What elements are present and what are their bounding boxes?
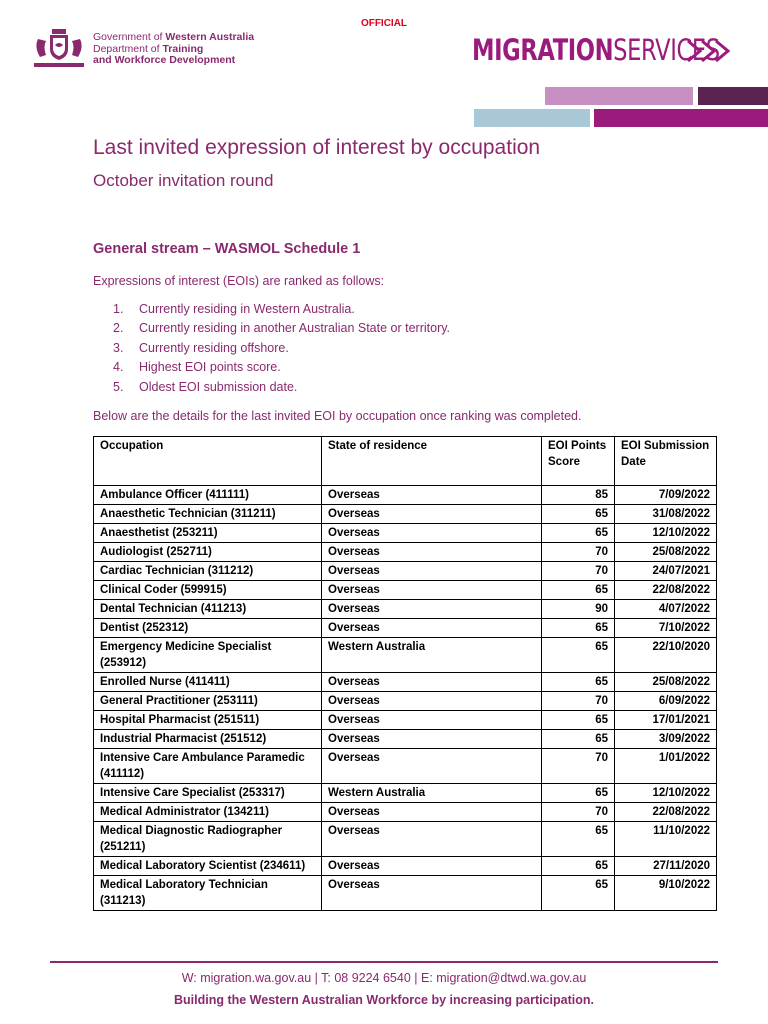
list-item bbox=[93, 378, 450, 397]
table-row bbox=[94, 692, 717, 711]
cell-occupation: Dentist (252312) bbox=[94, 619, 322, 638]
cell-points: 65 bbox=[542, 730, 615, 749]
table-row bbox=[94, 803, 717, 822]
list-text: Currently residing in Western Australia. bbox=[139, 302, 355, 316]
cell-points: 70 bbox=[542, 543, 615, 562]
section-heading: General stream – WASMOL Schedule 1 bbox=[93, 241, 361, 257]
list-item bbox=[93, 300, 450, 319]
cell-points: 65 bbox=[542, 876, 615, 911]
cell-points: 70 bbox=[542, 692, 615, 711]
cell-occupation: Dental Technician (411213) bbox=[94, 600, 322, 619]
cell-date: 22/08/2022 bbox=[615, 803, 717, 822]
list-item bbox=[93, 339, 450, 358]
cell-date: 6/09/2022 bbox=[615, 692, 717, 711]
cell-date: 3/09/2022 bbox=[615, 730, 717, 749]
cell-occupation: Industrial Pharmacist (251512) bbox=[94, 730, 322, 749]
cell-state: Western Australia bbox=[322, 784, 542, 803]
cell-occupation: Medical Laboratory Technician (311213) bbox=[94, 876, 322, 911]
cell-occupation: Emergency Medicine Specialist (253912) bbox=[94, 638, 322, 673]
list-text: Oldest EOI submission date. bbox=[139, 379, 298, 394]
government-logo-text bbox=[93, 32, 254, 67]
cell-occupation: Anaesthetic Technician (311211) bbox=[94, 505, 322, 524]
cell-points: 65 bbox=[542, 784, 615, 803]
wa-coat-of-arms-icon bbox=[30, 27, 88, 71]
cell-date: 25/08/2022 bbox=[615, 673, 717, 692]
list-number: 5. bbox=[113, 379, 124, 394]
page-title: Last invited expression of interest by occupation bbox=[93, 136, 541, 159]
migration-services-wordmark bbox=[472, 32, 720, 68]
table-header-row bbox=[94, 437, 717, 486]
cell-date: 17/01/2021 bbox=[615, 711, 717, 730]
cell-occupation: Clinical Coder (599915) bbox=[94, 581, 322, 600]
cell-points: 65 bbox=[542, 822, 615, 857]
cell-state: Overseas bbox=[322, 822, 542, 857]
list-item bbox=[93, 319, 450, 338]
cell-date: 12/10/2022 bbox=[615, 524, 717, 543]
cell-points: 90 bbox=[542, 600, 615, 619]
cell-state: Overseas bbox=[322, 600, 542, 619]
cell-state: Overseas bbox=[322, 581, 542, 600]
logo-part-migration: MIGRATION bbox=[472, 33, 614, 67]
table-row bbox=[94, 581, 717, 600]
table-row bbox=[94, 857, 717, 876]
table-row bbox=[94, 876, 717, 911]
cell-points: 65 bbox=[542, 673, 615, 692]
footer-tagline: Building the Western Australian Workforce by increasing participation. bbox=[174, 993, 594, 1007]
list-text: Currently residing in another Australian State or territory. bbox=[139, 321, 451, 336]
cell-occupation: Ambulance Officer (411111) bbox=[94, 486, 322, 505]
classification-label: OFFICIAL bbox=[360, 18, 408, 29]
cell-state: Overseas bbox=[322, 749, 542, 784]
cell-points: 70 bbox=[542, 803, 615, 822]
header-state: State of residence bbox=[322, 437, 542, 486]
cell-occupation: General Practitioner (253111) bbox=[94, 692, 322, 711]
cell-date: 7/09/2022 bbox=[615, 486, 717, 505]
gov-line3: and Workforce Development bbox=[93, 54, 236, 66]
list-number: 2. bbox=[113, 321, 124, 336]
decorative-bar-blue bbox=[474, 109, 590, 127]
table-row bbox=[94, 711, 717, 730]
cell-date: 24/07/2021 bbox=[615, 562, 717, 581]
cell-date: 22/08/2022 bbox=[615, 581, 717, 600]
cell-state: Overseas bbox=[322, 673, 542, 692]
table-row bbox=[94, 524, 717, 543]
ranking-intro: Expressions of interest (EOIs) are ranked as follows: bbox=[93, 274, 385, 288]
list-text: Currently residing offshore. bbox=[139, 340, 289, 355]
list-number: 4. bbox=[113, 360, 124, 375]
cell-date: 1/01/2022 bbox=[615, 749, 717, 784]
decorative-bar-dark bbox=[698, 87, 768, 105]
footer-contact: W: migration.wa.gov.au | T: 08 9224 6540 | E: migration@dtwd.wa.gov.au bbox=[181, 971, 587, 985]
ranking-list bbox=[93, 300, 450, 397]
list-number: 3. bbox=[113, 340, 124, 355]
cell-date: 4/07/2022 bbox=[615, 600, 717, 619]
cell-state: Overseas bbox=[322, 562, 542, 581]
cell-occupation: Enrolled Nurse (411411) bbox=[94, 673, 322, 692]
cell-points: 65 bbox=[542, 857, 615, 876]
table-row bbox=[94, 822, 717, 857]
cell-points: 70 bbox=[542, 562, 615, 581]
cell-state: Overseas bbox=[322, 524, 542, 543]
cell-date: 25/08/2022 bbox=[615, 543, 717, 562]
cell-date: 27/11/2020 bbox=[615, 857, 717, 876]
cell-occupation: Cardiac Technician (311212) bbox=[94, 562, 322, 581]
government-logo bbox=[30, 27, 290, 71]
cell-occupation: Medical Laboratory Scientist (234611) bbox=[94, 857, 322, 876]
table-row bbox=[94, 543, 717, 562]
cell-state: Overseas bbox=[322, 486, 542, 505]
gov-line1-bold: Western Australia bbox=[165, 31, 255, 43]
cell-points: 65 bbox=[542, 711, 615, 730]
cell-date: 12/10/2022 bbox=[615, 784, 717, 803]
cell-occupation: Intensive Care Specialist (253317) bbox=[94, 784, 322, 803]
cell-points: 65 bbox=[542, 619, 615, 638]
decorative-bar-pink bbox=[545, 87, 693, 105]
cell-state: Western Australia bbox=[322, 638, 542, 673]
header-occupation: Occupation bbox=[94, 437, 322, 486]
table-row bbox=[94, 638, 717, 673]
list-number: 1. bbox=[113, 302, 124, 316]
cell-occupation: Hospital Pharmacist (251511) bbox=[94, 711, 322, 730]
cell-date: 9/10/2022 bbox=[615, 876, 717, 911]
logo-part-services: SERVICES bbox=[613, 33, 720, 67]
table-row bbox=[94, 673, 717, 692]
table-row bbox=[94, 749, 717, 784]
gov-line1-prefix: Government of bbox=[93, 31, 166, 43]
cell-state: Overseas bbox=[322, 543, 542, 562]
cell-points: 65 bbox=[542, 638, 615, 673]
cell-occupation: Medical Administrator (134211) bbox=[94, 803, 322, 822]
decorative-bar-magenta bbox=[594, 109, 768, 127]
cell-points: 65 bbox=[542, 524, 615, 543]
cell-state: Overseas bbox=[322, 505, 542, 524]
page-subtitle: October invitation round bbox=[93, 171, 274, 190]
cell-occupation: Anaesthetist (253211) bbox=[94, 524, 322, 543]
cell-state: Overseas bbox=[322, 730, 542, 749]
cell-occupation: Intensive Care Ambulance Paramedic (411112) bbox=[94, 749, 322, 784]
header-date: EOI Submission Date bbox=[615, 437, 717, 486]
details-intro: Below are the details for the last invited EOI by occupation once ranking was completed. bbox=[93, 409, 582, 423]
cell-date: 7/10/2022 bbox=[615, 619, 717, 638]
cell-state: Overseas bbox=[322, 803, 542, 822]
cell-points: 85 bbox=[542, 486, 615, 505]
cell-occupation: Audiologist (252711) bbox=[94, 543, 322, 562]
cell-date: 11/10/2022 bbox=[615, 822, 717, 857]
header-points: EOI Points Score bbox=[542, 437, 615, 486]
table-body bbox=[94, 486, 717, 911]
table-row bbox=[94, 486, 717, 505]
migration-services-logo bbox=[472, 32, 742, 72]
cell-state: Overseas bbox=[322, 619, 542, 638]
gov-line2-prefix: Department of bbox=[93, 42, 163, 55]
table-row bbox=[94, 505, 717, 524]
gov-line2-bold: Training bbox=[162, 42, 204, 55]
list-item bbox=[93, 358, 450, 377]
cell-date: 31/08/2022 bbox=[615, 505, 717, 524]
eoi-table bbox=[93, 436, 717, 911]
cell-points: 70 bbox=[542, 749, 615, 784]
footer-divider bbox=[50, 961, 718, 963]
table-row bbox=[94, 784, 717, 803]
cell-points: 65 bbox=[542, 505, 615, 524]
list-text: Highest EOI points score. bbox=[139, 360, 281, 375]
cell-points: 65 bbox=[542, 581, 615, 600]
cell-state: Overseas bbox=[322, 857, 542, 876]
table-row bbox=[94, 619, 717, 638]
cell-state: Overseas bbox=[322, 711, 542, 730]
cell-occupation: Medical Diagnostic Radiographer (251211) bbox=[94, 822, 322, 857]
cell-state: Overseas bbox=[322, 692, 542, 711]
table-row bbox=[94, 730, 717, 749]
cell-date: 22/10/2020 bbox=[615, 638, 717, 673]
table-row bbox=[94, 600, 717, 619]
table-row bbox=[94, 562, 717, 581]
cell-state: Overseas bbox=[322, 876, 542, 911]
triple-chevron-icon bbox=[684, 36, 740, 66]
